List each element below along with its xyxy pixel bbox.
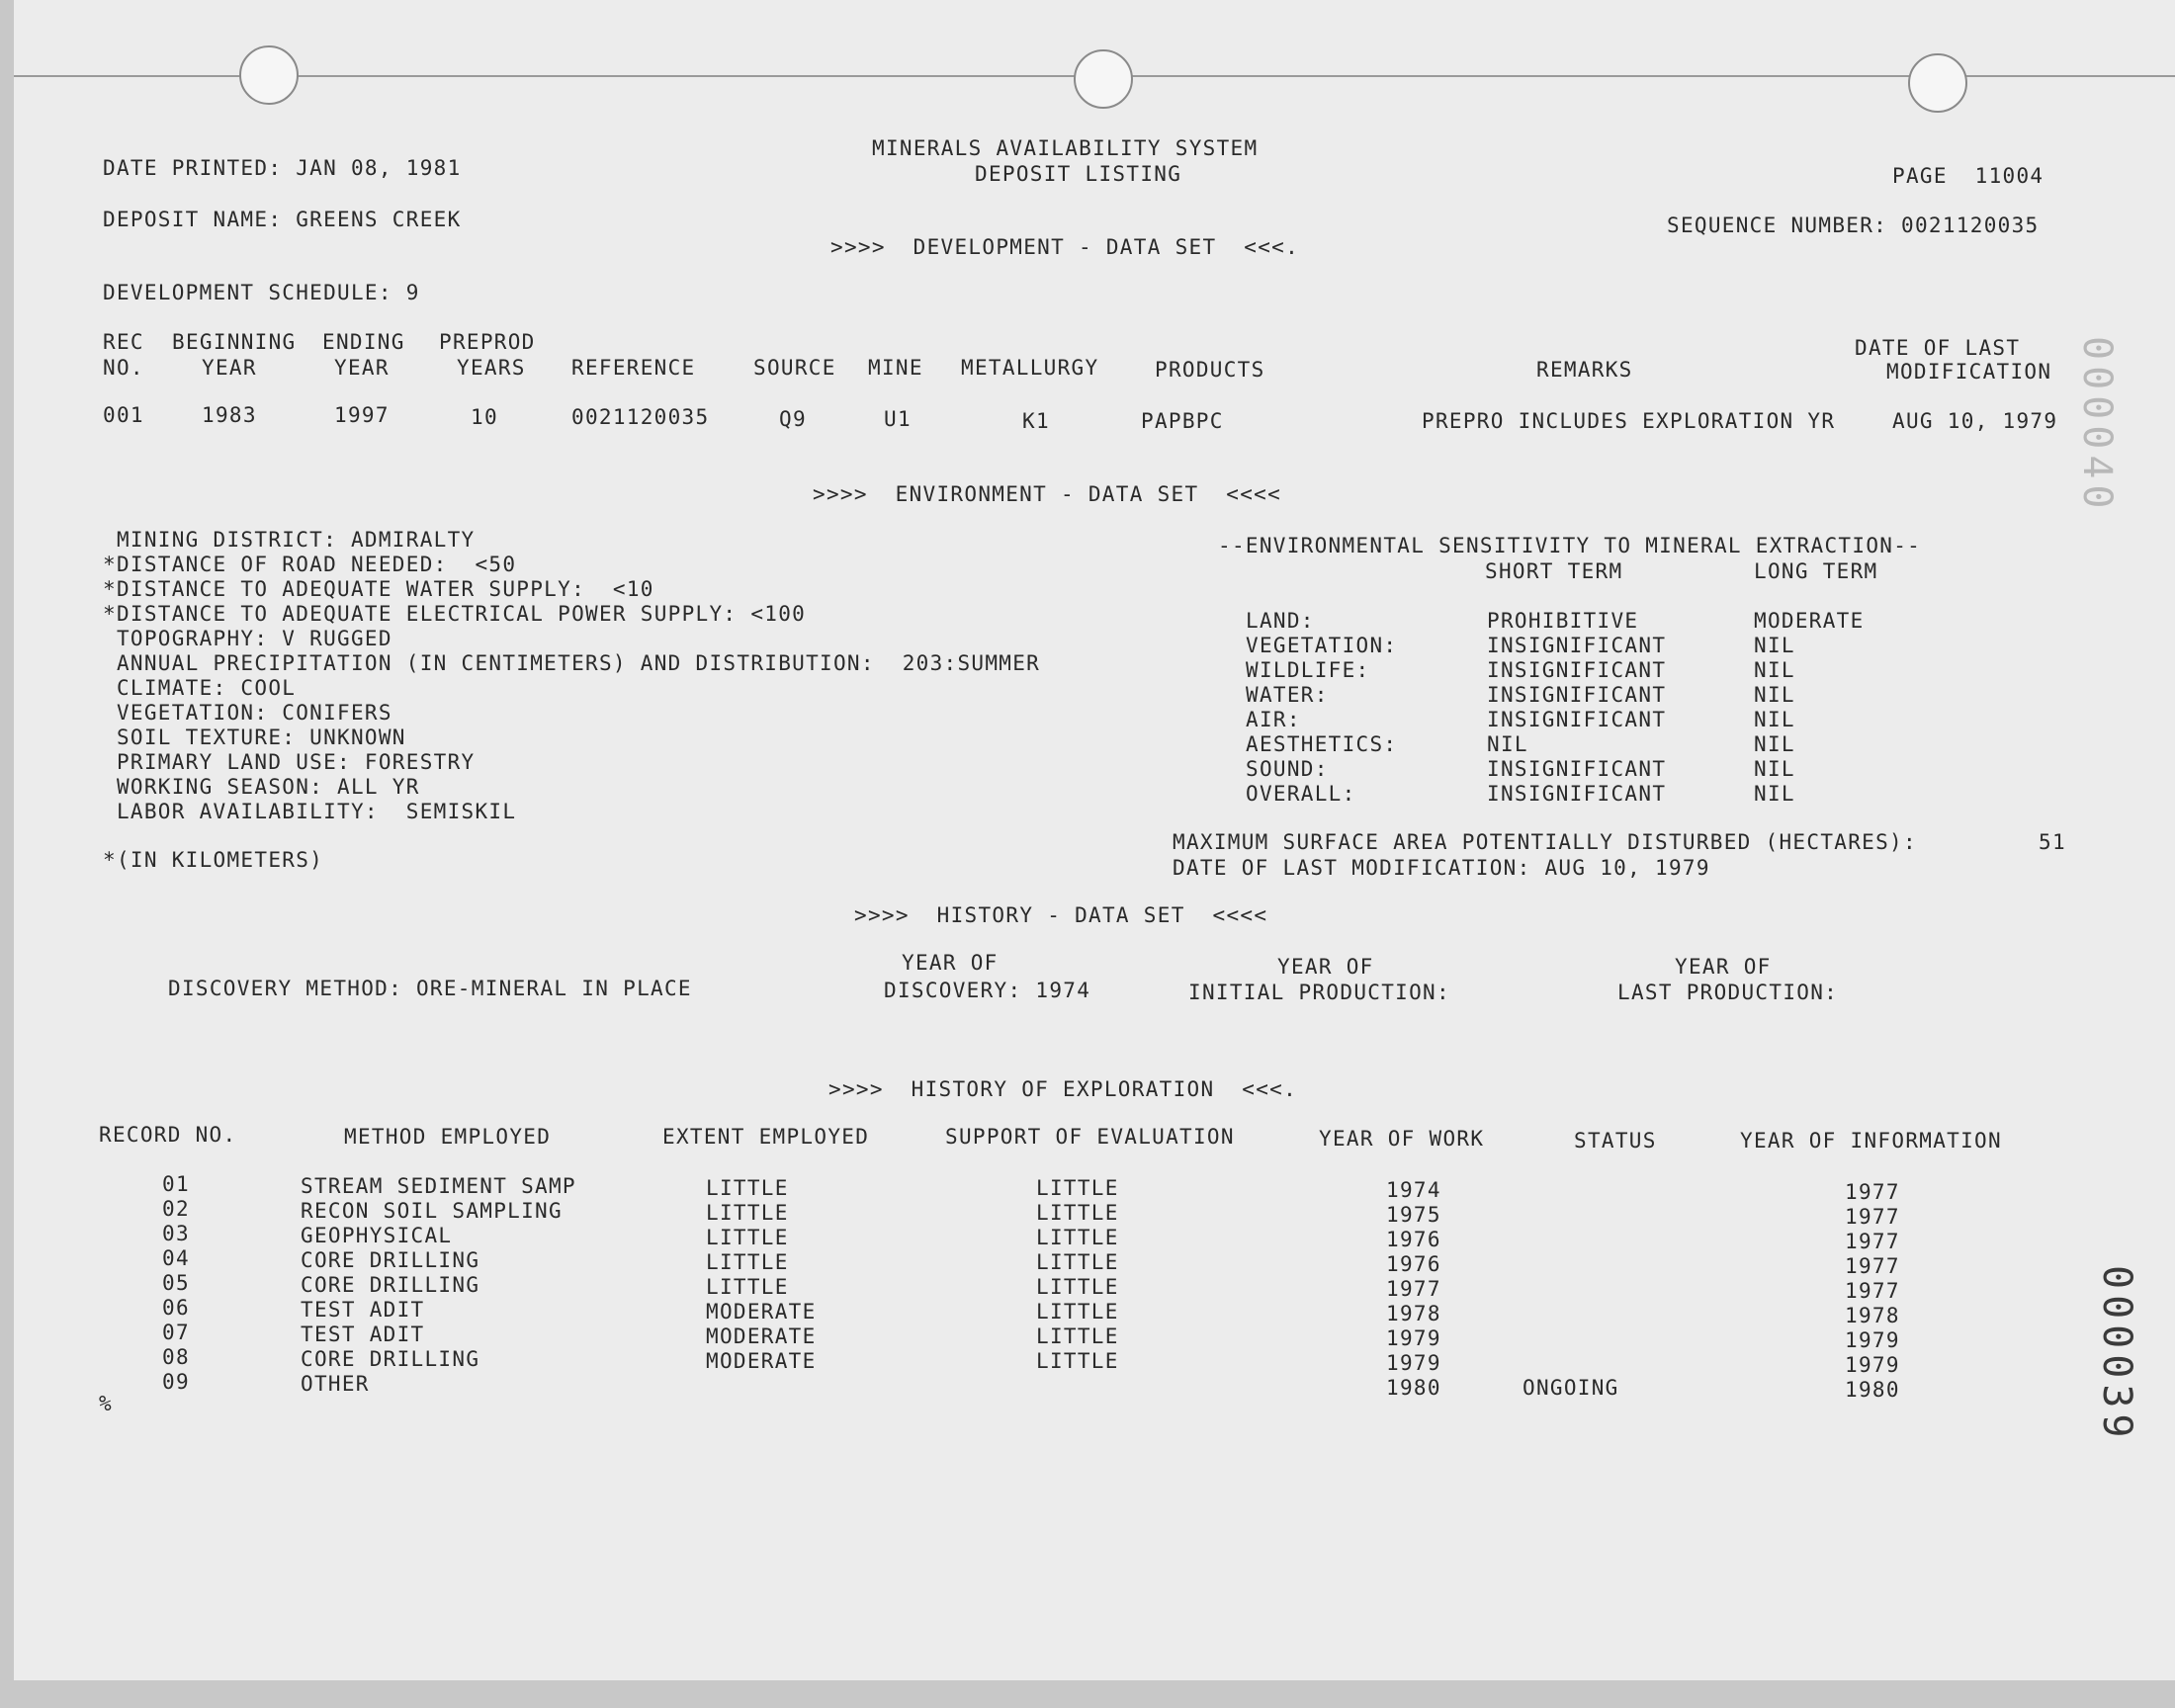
env-line: WORKING SEASON: ALL YR [103,775,420,799]
sensitivity-long: NIL [1754,658,1795,682]
exp-year: 1976 [1386,1228,1441,1251]
col-rec: REC [103,330,144,354]
col-reference: REFERENCE [571,356,696,380]
exp-status: ONGOING [1522,1376,1619,1400]
exp-year: 1975 [1386,1203,1441,1227]
col-preprod: YEARS [457,356,526,380]
environment-section-title: >>>> ENVIRONMENT - DATA SET <<<< [813,482,1282,506]
col-rec: NO. [103,356,144,380]
kilometers-footnote: *(IN KILOMETERS) [103,848,324,872]
exp-extent: LITTLE [706,1250,789,1274]
dev-metallurgy: K1 [1022,409,1050,433]
sensitivity-short: INSIGNIFICANT [1487,658,1667,682]
exp-support: LITTLE [1036,1226,1119,1249]
sensitivity-label: AESTHETICS: [1246,732,1398,756]
initial-production: INITIAL PRODUCTION: [1188,981,1450,1004]
col-beginning: YEAR [202,356,257,380]
exp-year: 1979 [1386,1351,1441,1375]
exp-method: OTHER [301,1372,370,1396]
env-line: TOPOGRAPHY: V RUGGED [103,627,392,650]
sensitivity-long: MODERATE [1754,609,1865,633]
listing-title: DEPOSIT LISTING [975,162,1182,186]
environment-date-mod: DATE OF LAST MODIFICATION: AUG 10, 1979 [1173,856,1710,880]
env-line: *DISTANCE TO ADEQUATE ELECTRICAL POWER SUPPLY: <100 [103,602,807,626]
exp-info-year: 1977 [1845,1230,1900,1253]
dev-preprod: 10 [471,405,498,429]
sensitivity-short: INSIGNIFICANT [1487,708,1667,731]
exp-support: LITTLE [1036,1300,1119,1324]
exp-support: LITTLE [1036,1176,1119,1200]
exp-rec: 02 [162,1197,190,1221]
exp-info-year: 1977 [1845,1254,1900,1278]
exp-rec: 09 [162,1370,190,1394]
dev-source: Q9 [779,407,807,431]
env-line: *DISTANCE TO ADEQUATE WATER SUPPLY: <10 [103,577,654,601]
col-mine: MINE [868,356,923,380]
exp-year: 1974 [1386,1178,1441,1202]
exp-extent: MODERATE [706,1300,817,1324]
exp-info-year: 1980 [1845,1378,1900,1402]
dev-remarks: PREPRO INCLUDES EXPLORATION YR [1422,409,1836,433]
env-line: PRIMARY LAND USE: FORESTRY [103,750,476,774]
sensitivity-short: INSIGNIFICANT [1487,634,1667,657]
sensitivity-long: NIL [1754,634,1795,657]
exp-method: CORE DRILLING [301,1347,480,1371]
exp-method: CORE DRILLING [301,1273,480,1297]
history-section-title: >>>> HISTORY - DATA SET <<<< [854,903,1268,927]
sensitivity-long: NIL [1754,683,1795,707]
deposit-name: DEPOSIT NAME: GREENS CREEK [103,208,462,231]
exp-method: CORE DRILLING [301,1248,480,1272]
exp-method: TEST ADIT [301,1323,425,1346]
sensitivity-label: SOUND: [1246,757,1329,781]
exp-year: 1980 [1386,1376,1441,1400]
exp-method: RECON SOIL SAMPLING [301,1199,563,1223]
col-year-of-info: YEAR OF INFORMATION [1740,1129,2002,1153]
env-line: VEGETATION: CONIFERS [103,701,392,725]
exp-rec: 06 [162,1296,190,1320]
exp-extent: LITTLE [706,1201,789,1225]
sensitivity-label: OVERALL: [1246,782,1356,806]
sensitivity-long: NIL [1754,732,1795,756]
exp-year: 1978 [1386,1302,1441,1325]
dev-date-mod: AUG 10, 1979 [1892,409,2058,433]
sensitivity-short: PROHIBITIVE [1487,609,1639,633]
col-date-mod: MODIFICATION [1886,360,2052,384]
punch-hole [1074,49,1133,109]
exp-extent: LITTLE [706,1176,789,1200]
max-surface-label: MAXIMUM SURFACE AREA POTENTIALLY DISTURBED (HECTARES): [1173,830,1917,854]
env-line: ANNUAL PRECIPITATION (IN CENTIMETERS) AND DISTRIBUTION: 203:SUMMER [103,651,1041,675]
system-title: MINERALS AVAILABILITY SYSTEM [872,136,1259,160]
page-number: PAGE 11004 [1892,164,2044,188]
exp-year: 1979 [1386,1326,1441,1350]
col-preprod: PREPROD [439,330,536,354]
year-of-label: YEAR OF [902,951,999,975]
sensitivity-label: WILDLIFE: [1246,658,1370,682]
max-surface-value: 51 [2039,830,2066,854]
year-of-label: YEAR OF [1675,955,1772,979]
sensitivity-long: NIL [1754,708,1795,731]
exp-rec: 04 [162,1246,190,1270]
document-sheet [14,0,2175,1680]
exp-support: LITTLE [1036,1250,1119,1274]
env-line: *DISTANCE OF ROAD NEEDED: <50 [103,553,517,576]
dev-mine: U1 [884,407,912,431]
sensitivity-label: LAND: [1246,609,1315,633]
exp-extent: MODERATE [706,1324,817,1348]
last-production: LAST PRODUCTION: [1617,981,1839,1004]
sensitivity-short: INSIGNIFICANT [1487,782,1667,806]
sensitivity-label: AIR: [1246,708,1301,731]
env-line: SOIL TEXTURE: UNKNOWN [103,726,406,749]
col-source: SOURCE [753,356,836,380]
col-status: STATUS [1574,1129,1657,1153]
col-ending: YEAR [334,356,390,380]
exp-info-year: 1977 [1845,1279,1900,1303]
dev-end: 1997 [334,403,390,427]
exploration-section-title: >>>> HISTORY OF EXPLORATION <<<. [828,1077,1298,1101]
exp-rec: 07 [162,1321,190,1344]
sensitivity-short: INSIGNIFICANT [1487,683,1667,707]
exp-info-year: 1978 [1845,1304,1900,1327]
year-of-label: YEAR OF [1277,955,1374,979]
exp-support: LITTLE [1036,1201,1119,1225]
exp-rec: 03 [162,1222,190,1245]
col-products: PRODUCTS [1155,358,1265,382]
dev-products: PAPBPC [1141,409,1224,433]
dev-rec: 001 [103,403,144,427]
sensitivity-label: WATER: [1246,683,1329,707]
dev-begin: 1983 [202,403,257,427]
discovery-year: DISCOVERY: 1974 [884,979,1091,1002]
col-beginning: BEGINNING [172,330,297,354]
exp-info-year: 1977 [1845,1205,1900,1229]
date-printed: DATE PRINTED: JAN 08, 1981 [103,156,462,180]
col-support: SUPPORT OF EVALUATION [945,1125,1235,1149]
sensitivity-short: INSIGNIFICANT [1487,757,1667,781]
sensitivity-long: NIL [1754,757,1795,781]
exp-support: LITTLE [1036,1349,1119,1373]
col-extent: EXTENT EMPLOYED [662,1125,870,1149]
col-record-no: RECORD NO. [99,1123,237,1147]
discovery-method: DISCOVERY METHOD: ORE-MINERAL IN PLACE [168,977,692,1000]
exp-info-year: 1977 [1845,1180,1900,1204]
sequence-number: SEQUENCE NUMBER: 0021120035 [1667,214,2040,237]
exp-year: 1977 [1386,1277,1441,1301]
exp-method: TEST ADIT [301,1298,425,1322]
exp-info-year: 1979 [1845,1328,1900,1352]
env-line: CLIMATE: COOL [103,676,297,700]
col-date-mod: DATE OF LAST [1855,336,2021,360]
exp-rec: 01 [162,1172,190,1196]
exp-rec: 05 [162,1271,190,1295]
sensitivity-short: NIL [1487,732,1528,756]
exp-method: STREAM SEDIMENT SAMP [301,1174,576,1198]
end-mark: % [99,1392,113,1415]
col-ending: ENDING [322,330,405,354]
col-remarks: REMARKS [1536,358,1633,382]
exp-extent: LITTLE [706,1226,789,1249]
env-line: MINING DISTRICT: ADMIRALTY [103,528,476,552]
exp-year: 1976 [1386,1252,1441,1276]
exp-support: LITTLE [1036,1275,1119,1299]
sensitivity-title: --ENVIRONMENTAL SENSITIVITY TO MINERAL EXTRACTION-- [1218,534,1922,557]
development-schedule: DEVELOPMENT SCHEDULE: 9 [103,281,420,304]
exp-extent: MODERATE [706,1349,817,1373]
exp-info-year: 1979 [1845,1353,1900,1377]
env-line: LABOR AVAILABILITY: SEMISKIL [103,800,517,823]
page-stamp-faint: 000040 [2074,336,2120,515]
sensitivity-long: NIL [1754,782,1795,806]
short-term-header: SHORT TERM [1485,559,1623,583]
long-term-header: LONG TERM [1754,559,1878,583]
exp-support: LITTLE [1036,1324,1119,1348]
page-stamp: 000039 [2094,1265,2139,1444]
col-metallurgy: METALLURGY [961,356,1099,380]
development-section-title: >>>> DEVELOPMENT - DATA SET <<<. [830,235,1300,259]
dev-reference: 0021120035 [571,405,710,429]
exp-rec: 08 [162,1345,190,1369]
exp-extent: LITTLE [706,1275,789,1299]
exp-method: GEOPHYSICAL [301,1224,453,1247]
col-year-of-work: YEAR OF WORK [1319,1127,1485,1151]
col-method: METHOD EMPLOYED [344,1125,552,1149]
punch-hole [1908,53,1967,113]
sensitivity-label: VEGETATION: [1246,634,1398,657]
punch-hole [239,45,299,105]
